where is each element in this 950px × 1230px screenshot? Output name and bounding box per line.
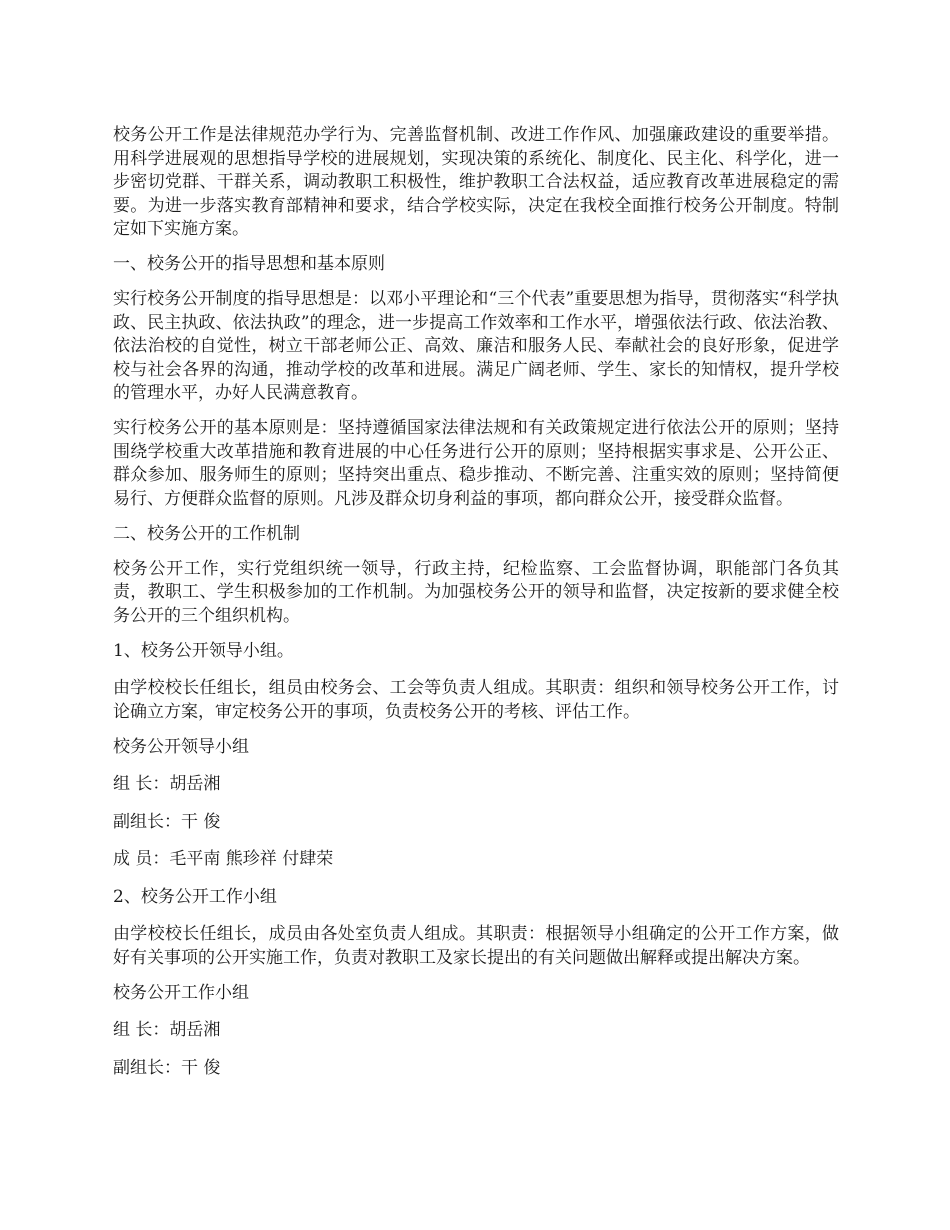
work-mechanism-paragraph: 校务公开工作，实行党组织统一领导，行政主持，纪检监察、工会监督协调，职能部门各负其责，教职工、学生积极参加的工作机制。为加强校务公开的领导和监督，决定按新的要求健全校务公开的三个组织机构。 bbox=[113, 558, 839, 626]
subheading-working-group: 2、校务公开工作小组 bbox=[113, 886, 277, 907]
working-group-duties: 由学校校长任组长，成员由各处室负责人组成。其职责：根据领导小组确定的公开工作方案，做好有关事项的公开实施工作，负责对教职工及家长提出的有关问题做出解释或提出解决方案。 bbox=[113, 924, 839, 968]
section-heading-2: 二、校务公开的工作机制 bbox=[113, 523, 300, 544]
section-heading-1: 一、校务公开的指导思想和基本原则 bbox=[113, 254, 385, 274]
leadership-group-members: 成 员：毛平南 熊珍祥 付肆荣 bbox=[113, 849, 334, 869]
working-group-deputy: 副组长：干 俊 bbox=[113, 1057, 221, 1078]
subheading-leadership-group: 1、校务公开领导小组。 bbox=[113, 640, 294, 661]
leadership-group-leader: 组 长：胡岳湘 bbox=[113, 774, 221, 794]
working-group-title: 校务公开工作小组 bbox=[113, 982, 249, 1003]
intro-paragraph: 校务公开工作是法律规范办学行为、完善监督机制、改进工作作风、加强廉政建设的重要举措。用科学进展观的思想指导学校的进展规划，实现决策的系统化、制度化、民主化、科学化，进一步密切党群、干群关系，调动教职工积极性，维护教职工合法权益，适应教育改革进展稳定的需要。为进一步落实教育部精神和要求，结合学校实际，决定在我校全面推行校务公开制度。特制定如下实施方案。 bbox=[113, 125, 839, 239]
leadership-group-title: 校务公开领导小组 bbox=[113, 736, 249, 757]
guiding-ideology-paragraph: 实行校务公开制度的指导思想是：以邓小平理论和“三个代表”重要思想为指导，贯彻落实“科学执政、民主执政、依法执政”的理念，进一步提高工作效率和工作水平，增强依法行政、依法治教、依法治校的自觉性，树立干部老师公正、高效、廉洁和服务人民、奉献社会的良好形象，促进学校与社会各界的沟通，推动学校的改革和进展。满足广阔老师、学生、家长的知情权，提升学校的管理水平，办好人民满意教育。 bbox=[113, 289, 839, 403]
leadership-group-deputy: 副组长：干 俊 bbox=[113, 811, 221, 832]
basic-principles-paragraph: 实行校务公开的基本原则是：坚持遵循国家法律法规和有关政策规定进行依法公开的原则；坚持围绕学校重大改革措施和教育进展的中心任务进行公开的原则；坚持根据实事求是、公开公正、群众参加、服务师生的原则；坚持突出重点、稳步推动、不断完善、注重实效的原则；坚持简便易行、方便群众监督的原则。凡涉及群众切身利益的事项，都向群众公开，接受群众监督。 bbox=[113, 418, 839, 509]
working-group-leader: 组 长：胡岳湘 bbox=[113, 1020, 221, 1040]
leadership-group-duties: 由学校校长任组长，组员由校务会、工会等负责人组成。其职责：组织和领导校务公开工作，讨论确立方案，审定校务公开的事项，负责校务公开的考核、评估工作。 bbox=[113, 678, 839, 722]
document-body bbox=[113, 124, 839, 1094]
